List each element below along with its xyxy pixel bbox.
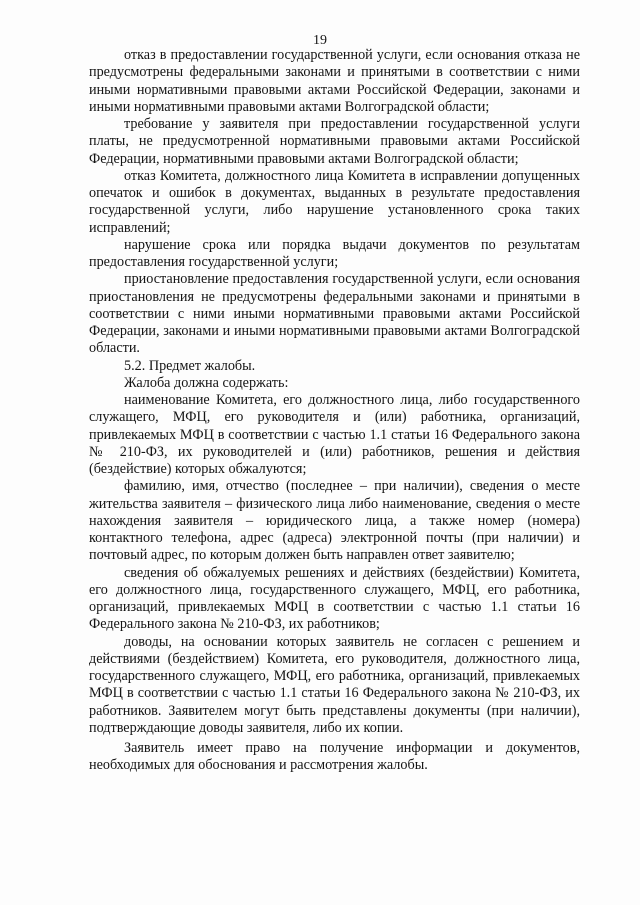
paragraph-suspension: приостановление предоставления государственной услуги, если основания приостановления не предусмотрены федеральными законами и принятыми в соответствии с ними иными нормативными правовыми актами Российской Федерации, законами и иными нормативными правовыми актами Волгоградской области. (89, 271, 580, 357)
paragraph-correction-refusal: отказ Комитета, должностного лица Комитета в исправлении допущенных опечаток и ошибок в документах, выданных в результате предоставления государственной услуги, либо нарушение установленного срока таких исправлений; (89, 167, 580, 236)
paragraph-delivery-violation: нарушение срока или порядка выдачи документов по результатам предоставления государственной услуги; (89, 236, 580, 270)
paragraph-applicant-rights: Заявитель имеет право на получение информации и документов, необходимых для обоснования и рассмотрения жалобы. (89, 740, 580, 774)
paragraph-applicant-details: фамилию, имя, отчество (последнее – при наличии), сведения о месте жительства заявителя – физического лица либо наименование, сведения о месте нахождения заявителя – юридического лица, а также номер (номера) контактного телефона, адрес (адреса) электронной почты (при наличии) и почтовый адрес, по которым должен быть направлен ответ заявителю; (89, 478, 580, 564)
paragraph-payment-requirement: требование у заявителя при предоставлении государственной услуги платы, не предусмотренной нормативными правовыми актами Российской Федерации, нормативными правовыми актами Волгоградской области; (89, 116, 580, 167)
paragraph-authority-name: наименование Комитета, его должностного лица, либо государственного служащего, МФЦ, его руководителя и (или) работника, организаций, привлекаемых МФЦ в соответствии с частью 1.1 статьи 16 Федерального закона № 210-ФЗ, их руководителей и (или) работников, решения и действия (бездействие) которых обжалуются; (89, 392, 580, 477)
paragraph-complaint-contents-intro: Жалоба должна содержать: (124, 374, 289, 391)
paragraph-refusal: отказ в предоставлении государственной услуги, если основания отказа не предусмотрены федеральными законами и принятыми в соответствии с ними иными нормативными правовыми актами Российской Федерации, законами и иными нормативными правовыми актами Волгоградской области; (89, 47, 580, 115)
paragraph-arguments: доводы, на основании которых заявитель не согласен с решением и действиями (бездействием) Комитета, его руководителя, должностного лица, государственного служащего, МФЦ, его работника, организаций, привлекаемых МФЦ в соответствии с частью 1.1 статьи 16 Федерального закона № 210-ФЗ, их работников. Заявителем могут быть представлены документы (при наличии), подтверждающие доводы заявителя, либо их копии. (89, 633, 580, 736)
section-heading-5-2: 5.2. Предмет жалобы. (124, 357, 256, 374)
document-body (89, 47, 580, 775)
paragraph-appealed-decisions: сведения об обжалуемых решениях и действиях (бездействии) Комитета, его должностного лица, государственного служащего, МФЦ, его работника, организаций, привлекаемых МФЦ в соответствии с частью 1.1 статьи 16 Федерального закона № 210-ФЗ, их работников; (89, 564, 580, 633)
page-number: 19 (313, 33, 327, 48)
